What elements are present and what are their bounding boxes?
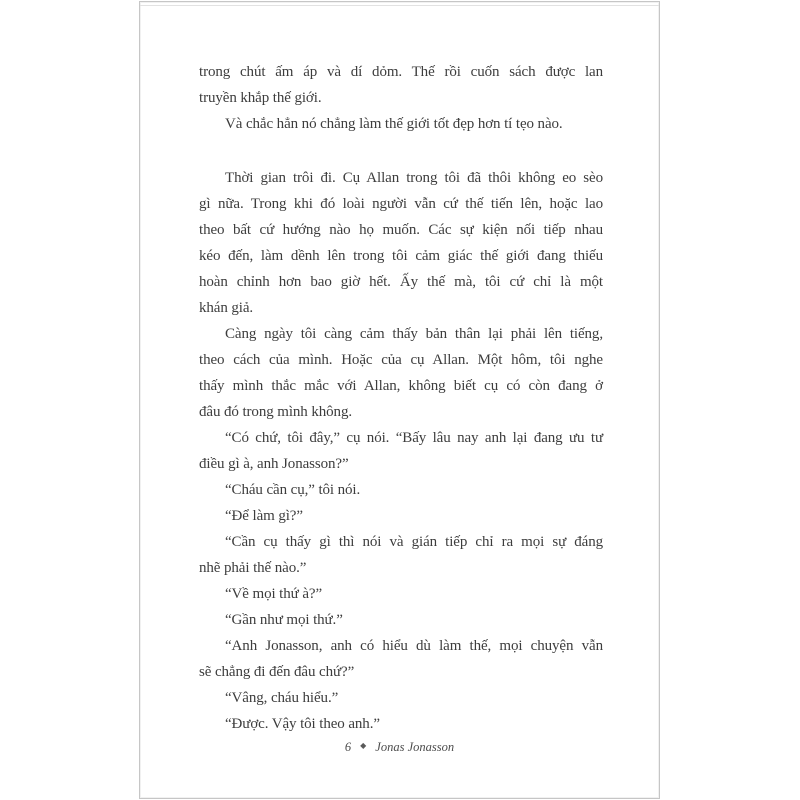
text-line: trong chút ấm áp và dí dỏm. Thế rồi cuốn sách được lan xyxy=(199,64,603,80)
paragraph xyxy=(199,607,603,633)
author-name: Jonas Jonasson xyxy=(375,740,455,754)
text-line: “Anh Jonasson, anh có hiểu dù làm thế, mọi chuyện vẫn xyxy=(225,638,603,654)
page-footer xyxy=(140,738,659,756)
paragraph xyxy=(199,685,603,711)
paragraph xyxy=(199,503,603,529)
paragraph xyxy=(199,581,603,607)
text-line: Càng ngày tôi càng cảm thấy bản thân lại phải lên tiếng, xyxy=(225,326,603,342)
text-line: điều gì à, anh Jonasson?” xyxy=(199,456,349,472)
footer-separator-icon: ◆ xyxy=(360,741,367,750)
paragraph xyxy=(199,711,603,737)
text-line: Thời gian trôi đi. Cụ Allan trong tôi đã thôi không eo sèo xyxy=(225,170,603,186)
paragraph xyxy=(199,59,603,111)
text-line: “Về mọi thứ à?” xyxy=(225,586,323,602)
text-line: thấy mình thắc mắc với Allan, không biết cụ có còn đang ở xyxy=(199,378,603,394)
paragraph xyxy=(199,529,603,581)
text-line: theo cách của mình. Hoặc của cụ Allan. Một hôm, tôi nghe xyxy=(199,352,603,368)
text-line: “Để làm gì?” xyxy=(225,508,303,524)
paragraph xyxy=(199,633,603,685)
text-line: hoàn chỉnh hơn bao giờ hết. Ấy thế mà, tôi cứ chỉ là một xyxy=(199,274,603,290)
text-line: Và chắc hẳn nó chẳng làm thế giới tốt đẹp hơn tí tẹo nào. xyxy=(225,116,563,132)
text-line: “Vâng, cháu hiểu.” xyxy=(225,690,339,706)
text-line: đâu đó trong mình không. xyxy=(199,404,353,420)
text-line: gì nữa. Trong khi đó loài người vẫn cứ thế tiến lên, hoặc lao xyxy=(199,196,603,212)
paragraph xyxy=(199,477,603,503)
paragraph xyxy=(199,321,603,425)
paragraph xyxy=(199,425,603,477)
paragraph xyxy=(199,165,603,321)
text-line: theo bất cứ hướng nào họ muốn. Các sự kiện nối tiếp nhau xyxy=(199,222,603,238)
text-line: “Được. Vậy tôi theo anh.” xyxy=(225,716,380,732)
text-line: khán giả. xyxy=(199,300,254,316)
text-line: truyền khắp thế giới. xyxy=(199,90,322,106)
page-number: 6 xyxy=(344,740,352,754)
body-text xyxy=(199,59,603,737)
text-line: nhẽ phải thế nào.” xyxy=(199,560,307,576)
text-line: “Cần cụ thấy gì thì nói và gián tiếp chỉ ra mọi sự đáng xyxy=(225,534,603,550)
book-page xyxy=(139,1,660,799)
text-line: sẽ chẳng đi đến đâu chứ?” xyxy=(199,664,355,680)
paragraph xyxy=(199,111,603,137)
page-edge-line xyxy=(140,5,659,6)
text-line: “Gần như mọi thứ.” xyxy=(225,612,343,628)
text-line: “Có chứ, tôi đây,” cụ nói. “Bấy lâu nay anh lại đang ưu tư xyxy=(225,430,603,446)
text-line: kéo đến, làm dềnh lên trong tôi cảm giác thế giới đang thiếu xyxy=(199,248,603,264)
text-line: “Cháu cần cụ,” tôi nói. xyxy=(225,482,361,498)
